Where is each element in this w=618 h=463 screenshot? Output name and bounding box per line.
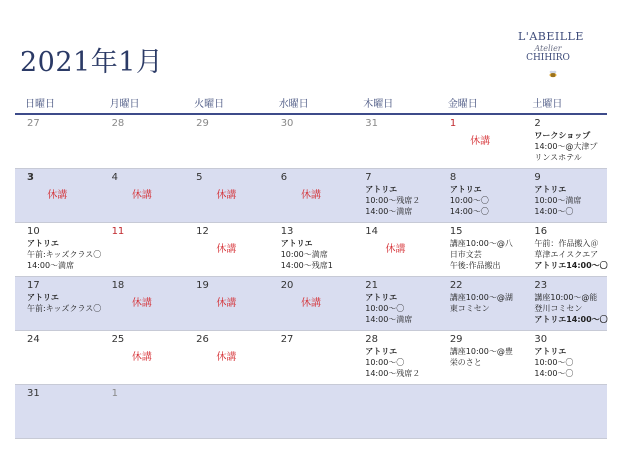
day-number: 7 bbox=[365, 172, 372, 183]
page-title: 2021年1月 bbox=[20, 47, 164, 78]
calendar-day-cell bbox=[15, 169, 100, 222]
day-number: 16 bbox=[534, 226, 548, 237]
event-line: 午前:キッズクラス〇 bbox=[27, 250, 102, 259]
closed-label: 休講 bbox=[300, 190, 321, 201]
event-line: 10:00～〇 bbox=[534, 358, 574, 367]
day-number: 27 bbox=[27, 118, 40, 129]
calendar-day-cell bbox=[522, 277, 607, 330]
logo-line-1: L'ABEILLE bbox=[518, 30, 584, 43]
calendar-day-cell bbox=[522, 115, 607, 168]
day-number: 4 bbox=[111, 172, 118, 183]
calendar-grid bbox=[15, 115, 607, 439]
day-number: 29 bbox=[196, 118, 209, 129]
event-line: 14:00～満席 bbox=[365, 315, 413, 324]
day-number: 22 bbox=[449, 280, 463, 291]
day-number: 23 bbox=[534, 280, 548, 291]
calendar-day-cell bbox=[522, 331, 607, 384]
calendar-day-cell bbox=[100, 277, 185, 330]
event-line: 14:00～〇 bbox=[534, 369, 574, 378]
calendar-week-row bbox=[15, 115, 607, 169]
closed-label: 休講 bbox=[470, 136, 491, 147]
day-number: 1 bbox=[111, 388, 118, 399]
calendar-day-cell bbox=[269, 115, 354, 168]
calendar-day-cell bbox=[100, 169, 185, 222]
day-number: 26 bbox=[196, 334, 209, 345]
day-number: 25 bbox=[111, 334, 125, 345]
day-number bbox=[281, 388, 354, 400]
day-number: 20 bbox=[280, 280, 294, 291]
calendar-day-cell bbox=[438, 169, 523, 222]
calendar-week-row bbox=[15, 385, 607, 439]
event-line: リンスホテル bbox=[534, 153, 582, 162]
day-number bbox=[534, 388, 607, 400]
calendar-day-cell bbox=[184, 277, 269, 330]
day-number: 1 bbox=[449, 118, 457, 129]
event-line: 14:00～@大津プ bbox=[534, 142, 598, 151]
brand-logo bbox=[518, 30, 584, 63]
closed-label: 休講 bbox=[131, 298, 152, 309]
calendar-day-cell bbox=[353, 223, 438, 276]
logo-line-2: Atelier bbox=[534, 44, 562, 53]
event-line: 14:00～〇 bbox=[534, 207, 574, 216]
day-number: 8 bbox=[449, 172, 457, 183]
closed-label: 休講 bbox=[47, 190, 68, 201]
closed-label: 休講 bbox=[216, 352, 237, 363]
calendar-day-cell bbox=[438, 331, 523, 384]
event-line: 10:00～満席 bbox=[534, 196, 582, 205]
day-number: 11 bbox=[111, 226, 125, 237]
day-number bbox=[450, 388, 523, 400]
calendar-day-cell bbox=[15, 277, 100, 330]
calendar-day-cell bbox=[100, 115, 185, 168]
event-line: 14:00～満席 bbox=[365, 207, 413, 216]
calendar-day-cell bbox=[269, 385, 354, 438]
day-number: 19 bbox=[196, 280, 209, 291]
calendar-day-cell bbox=[269, 169, 354, 222]
calendar-day-cell bbox=[15, 385, 100, 438]
event-line: 講座10:00～@豊 bbox=[449, 347, 513, 356]
event-line: 日市文芸 bbox=[449, 250, 482, 259]
day-number: 6 bbox=[280, 172, 288, 183]
logo-line-3: CHIHIRO bbox=[526, 53, 570, 63]
calendar-day-cell bbox=[184, 169, 269, 222]
day-number bbox=[365, 388, 438, 400]
calendar-day-cell bbox=[15, 331, 100, 384]
day-number bbox=[196, 388, 269, 400]
event-line: 10:00～満席 bbox=[280, 250, 328, 259]
day-number: 29 bbox=[449, 334, 463, 345]
calendar-day-cell bbox=[269, 223, 354, 276]
event-line: 10:00～〇 bbox=[365, 304, 405, 313]
event-line: 10:00～〇 bbox=[449, 196, 489, 205]
event-line: アトリエ bbox=[365, 293, 398, 302]
calendar-day-cell bbox=[353, 277, 438, 330]
day-number: 15 bbox=[449, 226, 463, 237]
event-line: アトリエ bbox=[534, 347, 567, 356]
calendar-day-cell bbox=[184, 385, 269, 438]
closed-label: 休講 bbox=[216, 190, 237, 201]
day-number: 14 bbox=[365, 226, 378, 237]
calendar-day-cell bbox=[100, 223, 185, 276]
calendar-day-cell bbox=[15, 223, 100, 276]
weekday-label: 金曜日 bbox=[447, 99, 478, 110]
weekday-label: 木曜日 bbox=[363, 99, 394, 110]
calendar-day-cell bbox=[269, 331, 354, 384]
event-line: 草津エイスクエア bbox=[534, 250, 599, 259]
day-number: 21 bbox=[365, 280, 378, 291]
event-line: アトリエ bbox=[449, 185, 482, 194]
calendar-day-cell bbox=[184, 223, 269, 276]
day-number: 12 bbox=[196, 226, 209, 237]
event-line: アトリエ14:00～〇 bbox=[534, 261, 608, 270]
event-line: アトリエ bbox=[27, 239, 59, 248]
calendar-day-cell bbox=[438, 223, 523, 276]
event-line: 東コミセン bbox=[449, 304, 490, 313]
day-number: 10 bbox=[27, 226, 40, 237]
calendar bbox=[15, 96, 607, 439]
day-number: 28 bbox=[111, 118, 125, 129]
day-number: 2 bbox=[534, 118, 541, 129]
day-number: 9 bbox=[534, 172, 541, 183]
day-number: 30 bbox=[534, 334, 548, 345]
closed-label: 休講 bbox=[131, 190, 152, 201]
weekday-header bbox=[15, 96, 607, 115]
event-line: 14:00～〇 bbox=[449, 207, 489, 216]
calendar-day-cell bbox=[438, 277, 523, 330]
event-line: アトリエ bbox=[365, 185, 398, 194]
weekday-label: 水曜日 bbox=[278, 99, 309, 110]
closed-label: 休講 bbox=[131, 352, 152, 363]
event-line: 10:00～残席２ bbox=[365, 196, 421, 205]
calendar-day-cell bbox=[269, 277, 354, 330]
weekday-label: 土曜日 bbox=[532, 99, 563, 110]
day-number: 31 bbox=[27, 388, 40, 399]
event-line: 14:00～残席２ bbox=[365, 369, 421, 378]
event-line: 午後:作品搬出 bbox=[449, 261, 501, 270]
closed-label: 休講 bbox=[216, 298, 237, 309]
calendar-day-cell bbox=[438, 115, 523, 168]
event-line: アトリエ bbox=[280, 239, 313, 248]
calendar-day-cell bbox=[353, 169, 438, 222]
event-line: アトリエ bbox=[365, 347, 398, 356]
calendar-day-cell bbox=[522, 385, 607, 438]
calendar-day-cell bbox=[438, 385, 523, 438]
day-number: 28 bbox=[365, 334, 378, 345]
closed-label: 休講 bbox=[385, 244, 406, 255]
event-line: 10:00～〇 bbox=[365, 358, 405, 367]
day-number: 18 bbox=[111, 280, 125, 291]
weekday-label: 火曜日 bbox=[194, 99, 225, 110]
bee-icon bbox=[548, 70, 558, 78]
event-line: 14:00～満席 bbox=[27, 261, 75, 270]
event-line: 14:00～残席1 bbox=[280, 261, 333, 270]
event-line: 講座10:00～@能 bbox=[534, 293, 598, 302]
event-line: 講座10:00～@八 bbox=[449, 239, 513, 248]
calendar-day-cell bbox=[15, 115, 100, 168]
weekday-label: 日曜日 bbox=[25, 99, 55, 110]
day-number: 5 bbox=[196, 172, 203, 183]
calendar-day-cell bbox=[353, 385, 438, 438]
event-line: アトリエ bbox=[27, 293, 59, 302]
calendar-day-cell bbox=[353, 331, 438, 384]
day-number: 17 bbox=[27, 280, 40, 291]
day-number: 31 bbox=[365, 118, 378, 129]
weekday-label: 月曜日 bbox=[109, 99, 140, 110]
day-number: 24 bbox=[27, 334, 40, 345]
day-number: 3 bbox=[27, 172, 34, 183]
calendar-day-cell bbox=[522, 169, 607, 222]
event-line: 栄のさと bbox=[449, 358, 482, 367]
calendar-day-cell bbox=[353, 115, 438, 168]
day-number: 27 bbox=[280, 334, 294, 345]
closed-label: 休講 bbox=[300, 298, 321, 309]
event-line: 講座10:00～@湖 bbox=[449, 293, 513, 302]
calendar-day-cell bbox=[184, 115, 269, 168]
event-line: ワークショップ bbox=[534, 131, 591, 140]
day-number: 13 bbox=[280, 226, 294, 237]
event-line: 登川コミセン bbox=[534, 304, 583, 313]
calendar-day-cell bbox=[100, 331, 185, 384]
event-line: 午前：作品搬入＠ bbox=[534, 239, 599, 248]
calendar-day-cell bbox=[522, 223, 607, 276]
calendar-week-row bbox=[15, 223, 607, 277]
calendar-week-row bbox=[15, 277, 607, 331]
calendar-day-cell bbox=[184, 331, 269, 384]
day-number: 30 bbox=[280, 118, 294, 129]
calendar-week-row bbox=[15, 331, 607, 385]
closed-label: 休講 bbox=[216, 244, 237, 255]
calendar-day-cell bbox=[100, 385, 185, 438]
event-line: 午前:キッズクラス〇 bbox=[27, 304, 102, 313]
calendar-week-row bbox=[15, 169, 607, 223]
event-line: アトリエ bbox=[534, 185, 567, 194]
event-line: アトリエ14:00～〇 bbox=[534, 315, 608, 324]
